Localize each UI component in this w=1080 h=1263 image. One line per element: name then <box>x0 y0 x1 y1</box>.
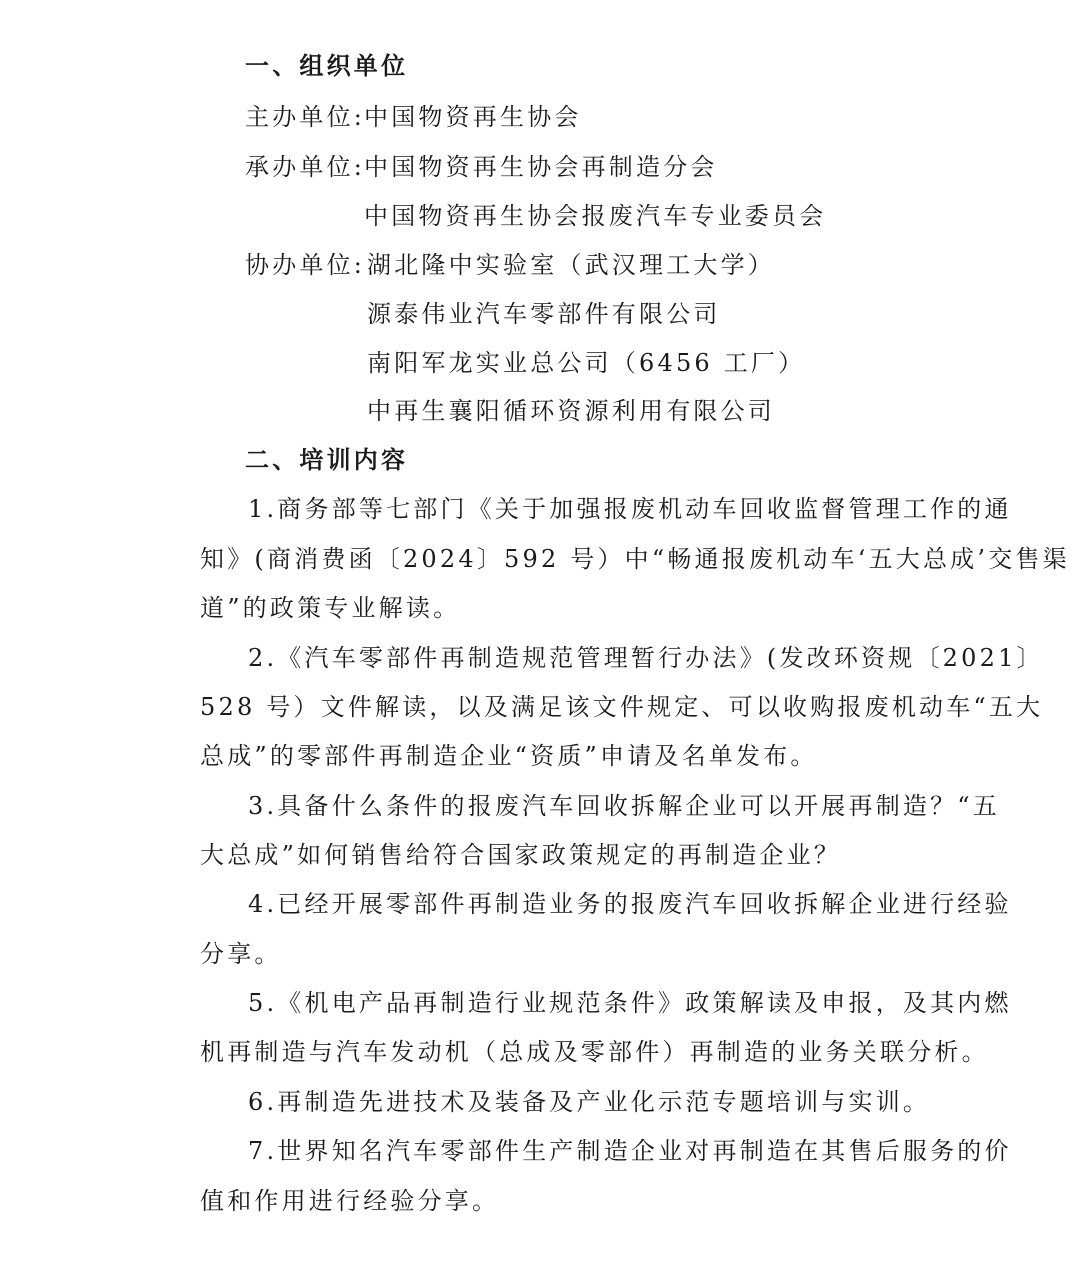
training-item-line: 1.商务部等七部门《关于加强报废机动车回收监督管理工作的通 <box>248 495 1012 523</box>
training-item-line: 528 号）文件解读，以及满足该文件规定、可以收购报废机动车“五大 <box>200 693 1044 721</box>
training-item-line: 机再制造与汽车发动机（总成及零部件）再制造的业务关联分析。 <box>200 1038 989 1066</box>
coorganizer-value: 南阳军龙实业总公司（6456 工厂） <box>367 349 806 377</box>
training-item-line: 6.再制造先进技术及装备及产业化示范专题培训与实训。 <box>248 1088 931 1116</box>
coorganizer-value: 中再生襄阳循环资源利用有限公司 <box>367 397 775 425</box>
training-item-line: 知》(商消费函〔2024〕592 号）中“畅通报废机动车‘五大总成’交售渠 <box>200 545 1070 573</box>
organizer-label: 承办单位: <box>245 153 366 181</box>
training-item-line: 分享。 <box>200 940 282 968</box>
host-label: 主办单位: <box>245 103 366 131</box>
training-item-line: 2.《汽车零部件再制造规范管理暂行办法》(发改环资规〔2021〕 <box>248 644 1044 672</box>
training-item-line: 5.《机电产品再制造行业规范条件》政策解读及申报，及其内燃 <box>248 989 1012 1017</box>
training-item-line: 3.具备什么条件的报废汽车回收拆解企业可以开展再制造？“五 <box>248 792 1000 820</box>
organizer-value: 中国物资再生协会报废汽车专业委员会 <box>364 202 827 230</box>
training-item-line: 道”的政策专业解读。 <box>200 594 461 622</box>
training-item-line: 大总成”如何销售给符合国家政策规定的再制造企业？ <box>200 841 842 869</box>
coorganizer-value: 源泰伟业汽车零部件有限公司 <box>367 300 721 328</box>
section-heading-training: 二、培训内容 <box>245 446 409 474</box>
host-value: 中国物资再生协会 <box>364 103 582 131</box>
training-item-line: 4.已经开展零部件再制造业务的报废汽车回收拆解企业进行经验 <box>248 890 1012 918</box>
section-heading-organizers: 一、组织单位 <box>245 52 409 80</box>
coorganizer-label: 协办单位: <box>245 251 366 279</box>
training-item-line: 7.世界知名汽车零部件生产制造企业对再制造在其售后服务的价 <box>248 1137 1012 1165</box>
training-item-line: 值和作用进行经验分享。 <box>200 1187 500 1215</box>
training-item-line: 总成”的零部件再制造企业“资质”申请及名单发布。 <box>200 742 818 770</box>
coorganizer-value: 湖北隆中实验室（武汉理工大学） <box>367 251 775 279</box>
organizer-value: 中国物资再生协会再制造分会 <box>364 153 718 181</box>
